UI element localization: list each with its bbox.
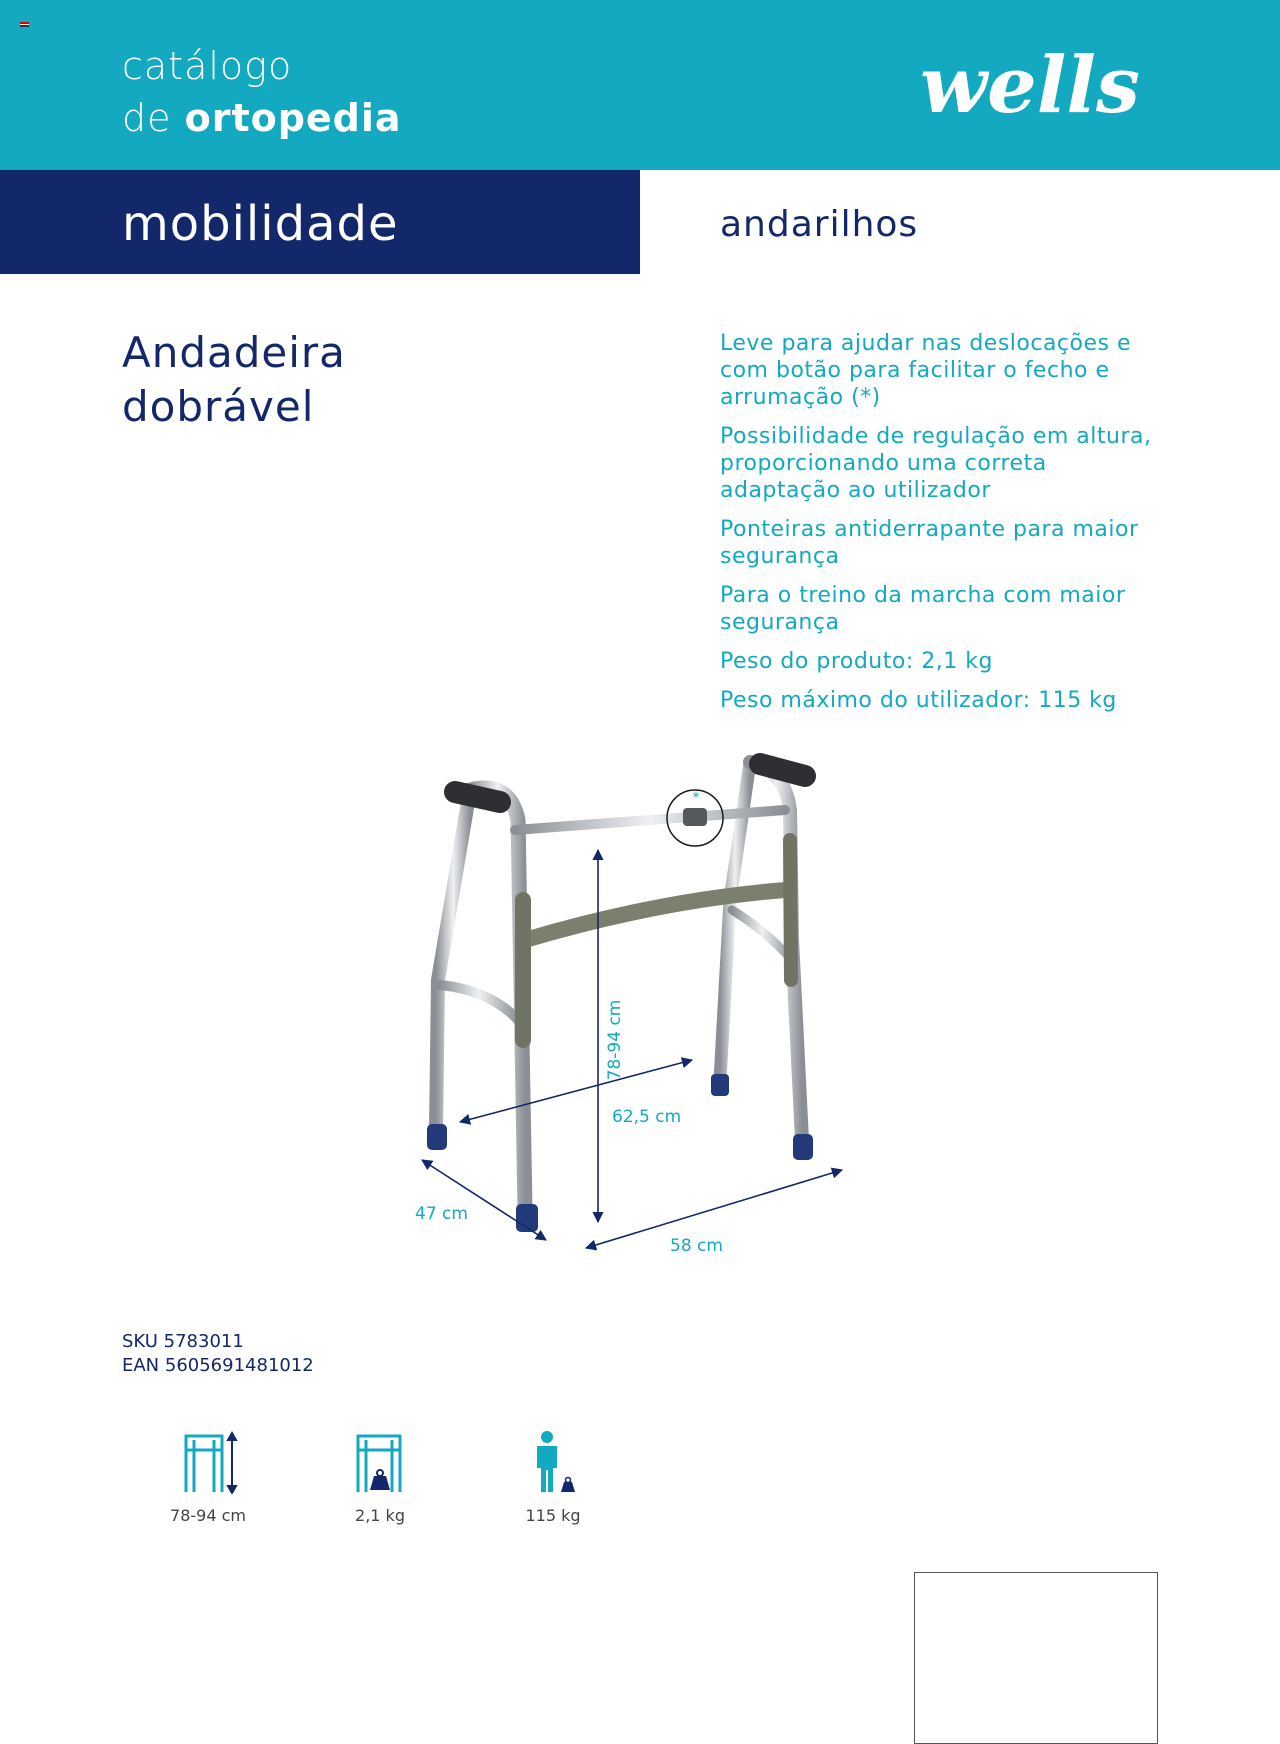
depth-label: 47 cm — [415, 1204, 468, 1224]
feature-item: Possibilidade de regulação em altura, proporcionando uma correta adaptação ao utilizador — [720, 424, 1152, 503]
spec-max-user — [473, 1430, 633, 1525]
spec-height — [128, 1430, 288, 1525]
blank-box — [914, 1572, 1158, 1744]
spec-weight-label: 2,1 kg — [355, 1506, 405, 1525]
feature-item: Ponteiras antiderrapante para maior segurança — [720, 517, 1139, 569]
walker-height-icon — [178, 1430, 238, 1494]
walker-diagram — [400, 740, 920, 1380]
inner-width-label: 62,5 cm — [612, 1107, 682, 1127]
section-name: mobilidade — [122, 196, 399, 252]
brand-logo — [915, 40, 1165, 130]
product-codes — [122, 1330, 314, 1378]
spec-height-label: 78-94 cm — [170, 1506, 246, 1525]
subsection-name: andarilhos — [720, 204, 919, 245]
sku-code: SKU 5783011 — [122, 1331, 244, 1352]
catalog-title-bold: ortopedia — [184, 96, 402, 140]
catalog-title-line1: catálogo — [122, 44, 293, 88]
product-title-line2: dobrável — [122, 382, 315, 431]
catalog-title-prefix: de — [122, 96, 172, 140]
height-label: 78-94 cm — [605, 999, 625, 1081]
walker-frame — [436, 762, 802, 1210]
user-max-weight-icon — [523, 1430, 583, 1494]
catalog-title — [122, 40, 402, 144]
ean-code: EAN 5605691481012 — [122, 1355, 314, 1376]
feature-item: Peso do produto: 2,1 kg — [720, 649, 993, 674]
feature-item: Peso máximo do utilizador: 115 kg — [720, 688, 1117, 713]
product-title — [122, 326, 542, 434]
feature-item: Leve para ajudar nas deslocações e com botão para facilitar o fecho e arrumação (*) — [720, 331, 1132, 410]
walker-weight-icon — [350, 1430, 410, 1494]
product-title-line1: Andadeira — [122, 328, 346, 377]
spec-max-user-label: 115 kg — [525, 1506, 581, 1525]
walker-tips — [427, 1074, 813, 1232]
brand-logo-text: wells — [920, 40, 1140, 130]
feature-item: Para o treino da marcha com maior segurança — [720, 583, 1126, 635]
fold-button-asterisk: * — [692, 790, 700, 806]
spec-weight — [300, 1430, 460, 1525]
outer-width-label: 58 cm — [670, 1236, 723, 1256]
feature-list — [720, 330, 1160, 726]
flag-icon — [20, 22, 29, 27]
